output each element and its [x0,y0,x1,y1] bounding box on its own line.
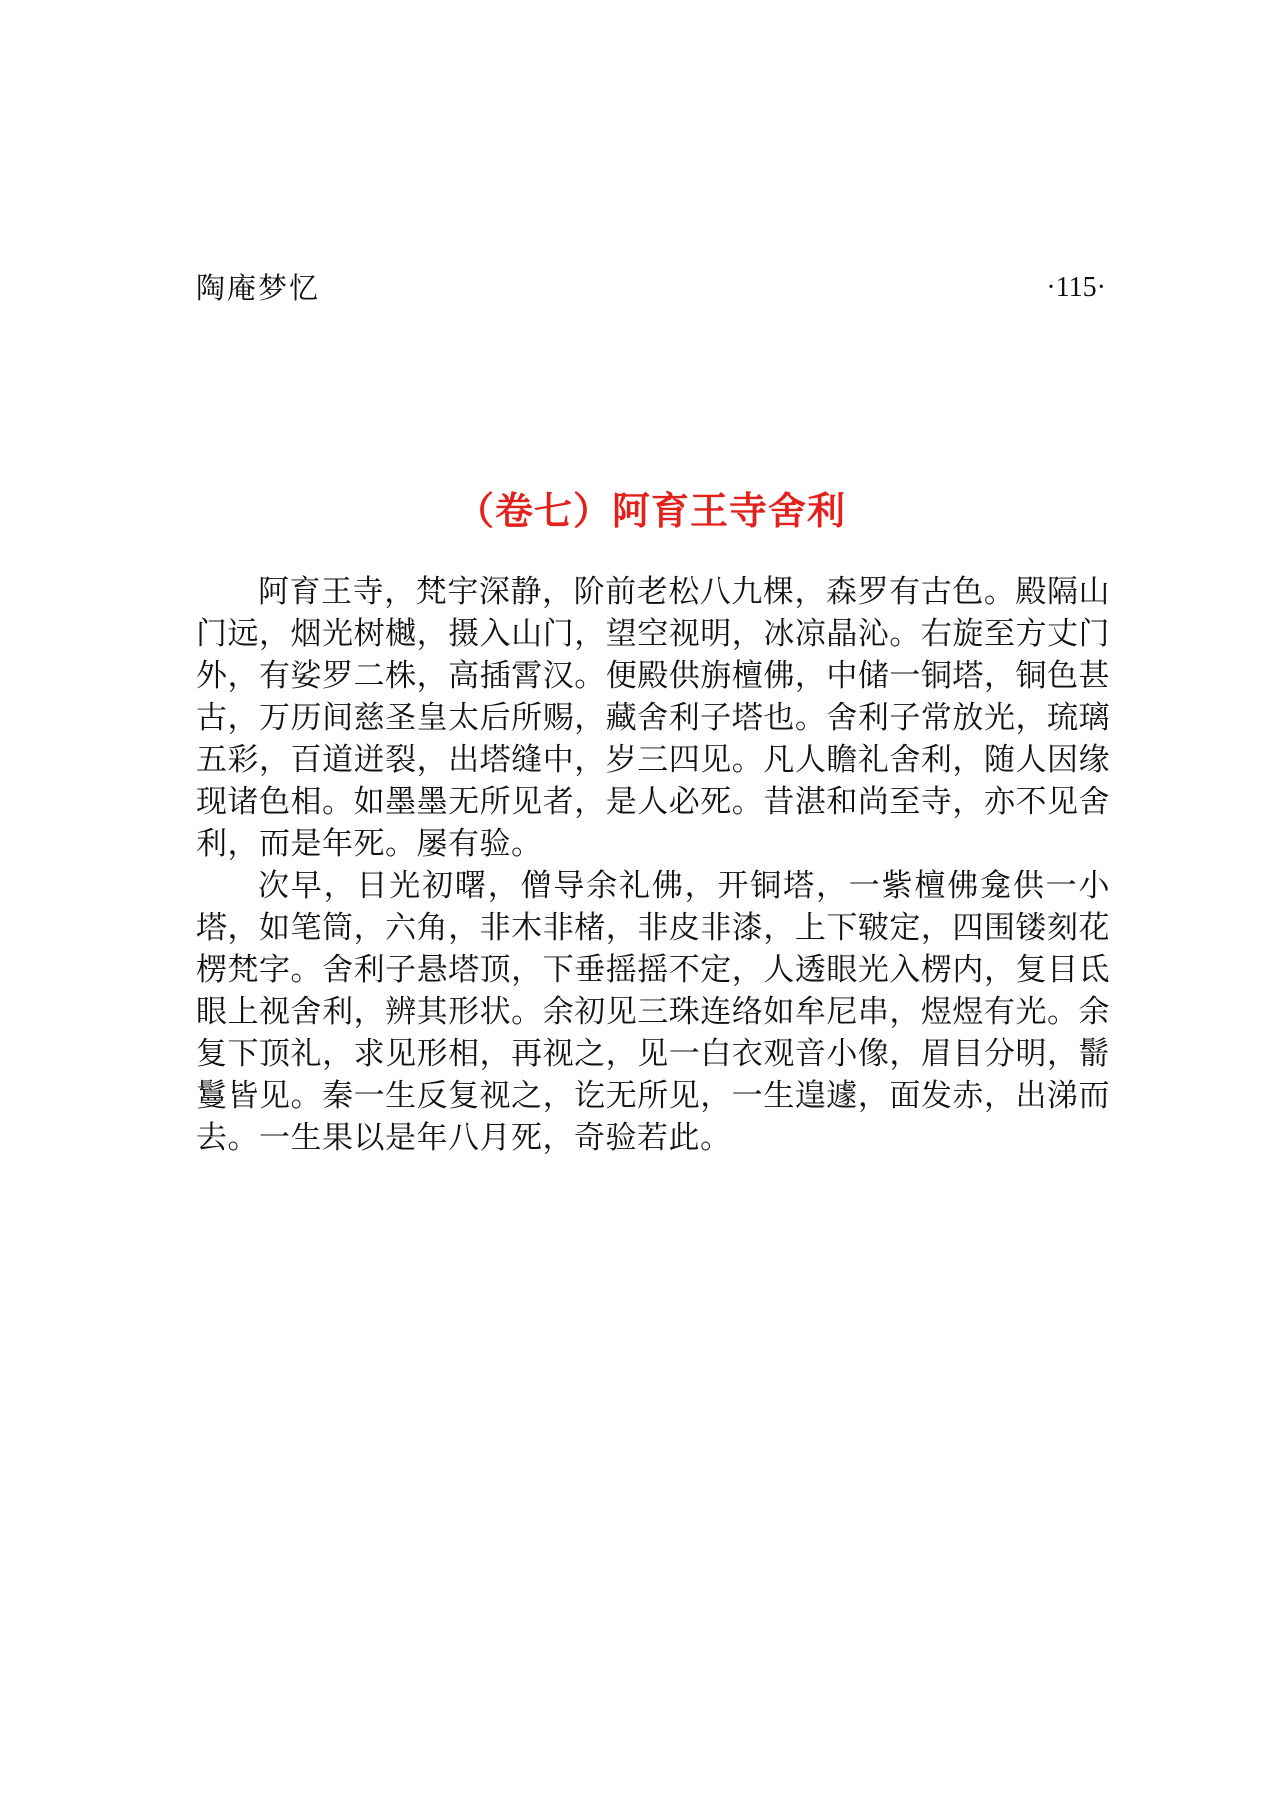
chapter-title: （卷七）阿育王寺舍利 [455,489,846,534]
paragraph: 次早，日光初曙，僧导余礼佛，开铜塔，一紫檀佛龛供一小塔，如笔筒，六角，非木非楮，非皮非漆，上下皲定，四围镂刻花楞梵字。舍利子悬塔顶，下垂摇摇不定，人透眼光入楞内，复目氐眼上视舍利，辨其形状。余初见三珠连络如牟尼串，煜煜有光。余复下顶礼，求见形相，再视之，见一白衣观音小像，眉目分明，鬋鬘皆见。秦一生反复视之，讫无所见，一生遑遽，面发赤，出涕而去。一生果以是年八月死，奇验若此。 [196,868,1110,1156]
running-header [196,268,1106,308]
body-text [196,571,1110,1159]
paragraph: 阿育王寺，梵宇深静，阶前老松八九棵，森罗有古色。殿隔山门远，烟光树樾，摄入山门，望空视明，冰凉晶沁。右旋至方丈门外，有娑罗二株，高插霄汉。便殿供旃檀佛，中储一铜塔，铜色甚古，万历间慈圣皇太后所赐，藏舍利子塔也。舍利子常放光，琉璃五彩，百道迸裂，出塔缝中，岁三四见。凡人瞻礼舍利，随人因缘现诸色相。如墨墨无所见者，是人必死。昔湛和尚至寺，亦不见舍利，而是年死。屡有验。 [196,574,1110,862]
page-number: ·115· [1046,272,1106,303]
book-title: 陶庵梦忆 [196,271,321,305]
